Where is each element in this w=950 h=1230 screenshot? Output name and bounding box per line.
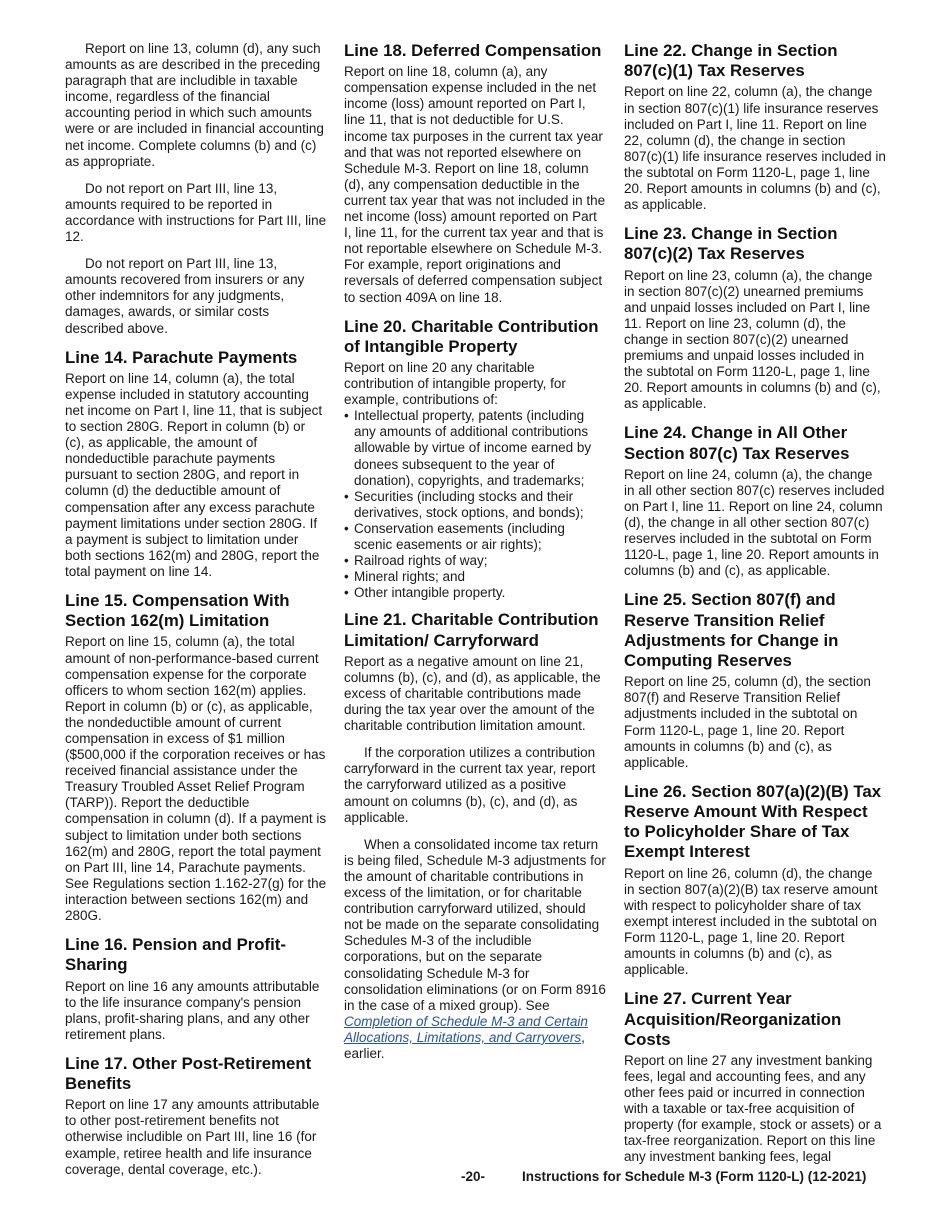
heading-line-20: Line 20. Charitable Contribution of Intangible Property [344, 316, 599, 356]
page-number: -20- [461, 1169, 486, 1184]
list-item: • Railroad rights of way; [344, 553, 606, 569]
heading-line-23: Line 23. Change in Section 807(c)(2) Tax Reserves [624, 224, 838, 264]
column-left [65, 41, 327, 1189]
paragraph-line-18: Report on line 18, column (a), any compensation expense included in the net income (loss) amount reported on Part I, line 11, that is not deductible for U.S. income tax purposes in the current tax year and that was not reported elsewhere on Schedule M-3. Report on line 18, column (d), any compensation deductible in the current tax year that was not included in the net income (loss) amount reported on Part I, line 11, for the current tax year and that is not reportable elsewhere on Schedule M-3. For example, report originations and reversals of deferred compensation subject to section 409A on line 18. [344, 64, 606, 305]
paragraph-line-16: Report on line 16 any amounts attributable to the life insurance company's pension plans, profit-sharing plans, and any other retirement plans. [65, 978, 320, 1042]
heading-line-27: Line 27. Current Year Acquisition/Reorganization Costs [624, 989, 842, 1049]
paragraph-line-17: Report on line 17 any amounts attributable to other post-retirement benefits not otherwise includible on Part III, line 16 (for example, retiree health and life insurance coverage, dental coverage, etc.). [65, 1097, 320, 1177]
footer-document-title: Instructions for Schedule M-3 (Form 1120-L) (12-2021) [522, 1169, 867, 1184]
heading-line-21: Line 21. Charitable Contribution Limitation/ Carryforward [344, 610, 599, 650]
heading-line-14: Line 14. Parachute Payments [65, 347, 298, 367]
list-item: • Other intangible property. [344, 585, 606, 601]
paragraph-line-20: Report on line 20 any charitable contribution of intangible property, for example, contributions of: [344, 360, 566, 408]
heading-line-18: Line 18. Deferred Compensation [344, 41, 602, 60]
list-item: • Securities (including stocks and their derivatives, stock options, and bonds); [344, 489, 606, 521]
heading-line-15: Line 15. Compensation With Section 162(m) Limitation [65, 591, 290, 631]
paragraph-line-27: Report on line 27 any investment banking fees, legal and accounting fees, and any other fees paid or incurred in connection with a taxable or tax-free acquisition of property (for example, stock or assets) or a tax-free reorganization. Report on this line any investment banking fees, legal [624, 1052, 882, 1165]
list-item: • Mineral rights; and [344, 569, 606, 585]
earlier-text: , earlier. [344, 1029, 585, 1061]
list-item: • Conservation easements (including scenic easements or air rights); [344, 521, 606, 553]
heading-line-25: Line 25. Section 807(f) and Reserve Transition Relief Adjustments for Change in Computing Reserves [624, 590, 839, 671]
paragraph-line-15: Report on line 15, column (a), the total amount of non-performance-based current compensation expense for the corporate officers to whom section 162(m) applies. Report in column (b) or (c), as applicable, the nondeductible amount of current compensation in excess of $1 million ($500,000 if the corporation receives or has received financial assistance under the Treasury Troubled Asset Relief Program (TARP)). Report the deductible compensation in column (d). If a payment is subject to limitation under both sections 162(m) and 280G, report the total payment on Part III, line 14, Parachute payments. See Regulations section 1.162-27(g) for the interaction between sections 162(m) and 280G. [65, 634, 327, 924]
paragraph-line-21-carryforward: If the corporation utilizes a contribution carryforward in the current tax year, report the carryforward utilized as a positive amount on columns (b), (c), and (d), as applicable. [344, 745, 596, 825]
paragraph-line-22: Report on line 22, column (a), the change in section 807(c)(1) life insurance reserves included on Part I, line 11. Report on line 22, column (d), the change in section 807(c)(1) life insurance reserves included in the subtotal on Form 1120-L, page 1, line 20. Report amounts in columns (b) and (c), as applicable. [624, 84, 886, 213]
paragraph-line-14: Report on line 14, column (a), the total expense included in statutory accounting net income on Part I, line 11, that is subject to section 280G. Report in column (b) or (c), as applicable, the amount of nondeductible parachute payments pursuant to section 280G, and report in column (d) the deductible amount of compensation after any excess parachute payment limitations under section 280G. If a payment is subject to limitation under both sections 162(m) and 280G, report the total payment on line 14. [65, 370, 323, 579]
heading-line-16: Line 16. Pension and Profit-Sharing [65, 935, 286, 975]
bullet-list-intangible-property [344, 408, 606, 601]
paragraph-line13-recovered: Do not report on Part III, line 13, amounts recovered from insurers or any other indemnitors for any judgments, damages, awards, or similar costs described above. [65, 256, 305, 336]
consolidated-text: When a consolidated income tax return is being filed, Schedule M-3 adjustments for the amount of charitable contributions in excess of the limitation, or for charitable contribution carryforward utilized, should not be made on the separate consolidating Schedules M-3 of the includible corporations, but on the separate consolidating Schedule M-3 for consolidation eliminations (or on Form 8916 in the case of a mixed group). See [344, 836, 606, 1013]
paragraph-line-25: Report on line 25, column (d), the section 807(f) and Reserve Transition Relief adjustments included in the subtotal on Form 1120-L, page 1, line 20. Report amounts in columns (b) and (c), as applicable. [624, 674, 871, 770]
paragraph-line-26: Report on line 26, column (d), the change in section 807(a)(2)(B) tax reserve amount with respect to policyholder share of tax exempt interest included in the subtotal on Form 1120-L, page 1, line 20. Report amounts in columns (b) and (c), as applicable. [624, 865, 878, 978]
heading-line-22: Line 22. Change in Section 807(c)(1) Tax Reserves [624, 41, 838, 81]
heading-line-17: Line 17. Other Post-Retirement Benefits [65, 1053, 312, 1094]
column-middle [344, 41, 606, 1073]
heading-line-24: Line 24. Change in All Other Section 807(c) Tax Reserves [624, 423, 850, 463]
column-right [624, 41, 886, 1177]
paragraph-line-23: Report on line 23, column (a), the change in section 807(c)(2) unearned premiums and unpaid losses included on Part I, line 11. Report on line 23, column (d), the change in section 807(c)(2) unearned premiums and unpaid losses included in the subtotal on Form 1120-L, page 1, line 20. Report amounts in columns (b) and (c), as applicable. [624, 267, 881, 412]
paragraph-line-21-negative: Report as a negative amount on line 21, columns (b), (c), and (d), as applicable, the excess of charitable contributions made during the tax year over the amount of the charitable contribution limitation amount. [344, 653, 601, 734]
paragraph-line-24: Report on line 24, column (a), the change in all other section 807(c) reserves included on Part I, line 11. Report on line 24, column (d), the change in all other section 807(c) reserves included in the subtotal on Form 1120-L, page 1, line 20. Report amounts in columns (b) and (c), as applicable. [624, 466, 885, 579]
paragraph-line-21-consolidated [344, 837, 606, 1062]
completion-of-schedule-m3-link[interactable]: Completion of Schedule M-3 and Certain Allocations, Limitations, and Carryovers [344, 1013, 588, 1045]
paragraph-line13-not-required: Do not report on Part III, line 13, amounts required to be reported in accordance with instructions for Part III, line 12. [65, 180, 327, 245]
heading-line-26: Line 26. Section 807(a)(2)(B) Tax Reserve Amount With Respect to Policyholder Share of Tax Exempt Interest [624, 781, 882, 862]
paragraph-line13-such-amounts: Report on line 13, column (d), any such amounts as are described in the preceding paragraph that are includible in taxable income, regardless of the financial accounting period in which such amounts were or are included in financial accounting net income. Complete columns (b) and (c) as appropriate. [65, 41, 324, 169]
list-item: • Intellectual property, patents (including any amounts of additional contributions allowable by virtue of income earned by donees subsequent to the year of donation), copyrights, and trademarks; [344, 408, 606, 488]
